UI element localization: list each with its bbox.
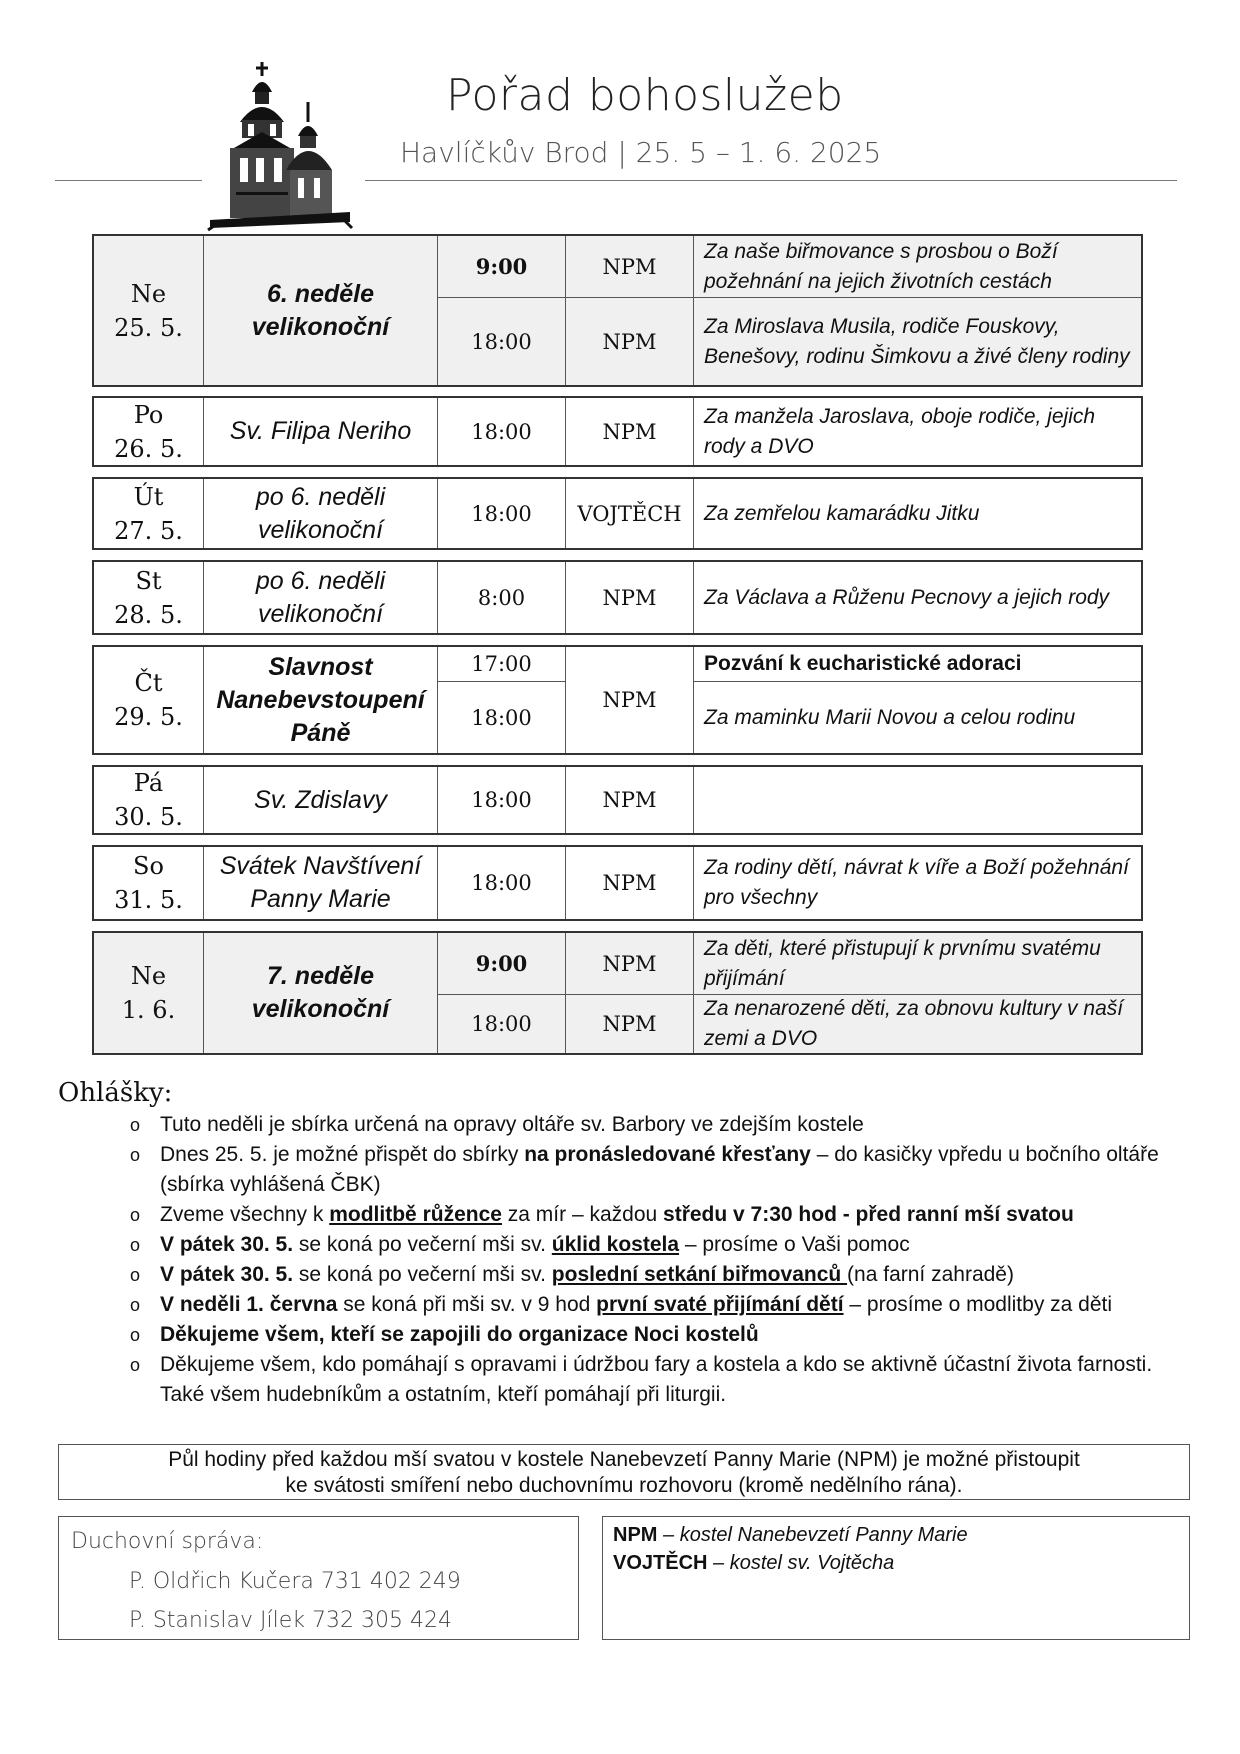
announcement-text: – do kasičky vpředu u bočního oltáře (sbírka vyhlášená ČBK) [160,1143,1159,1196]
legend-desc: – kostel sv. Vojtěcha [707,1552,895,1574]
service-place: NPM [566,933,694,994]
bullet-icon: o [130,1115,141,1135]
service-place: NPM [566,647,694,753]
announcement-text: – prosíme o Vaši pomoc [679,1233,910,1256]
announcement-emphasis: středu v 7:30 hod - před ranní mší svatou [663,1203,1074,1226]
header-line-left [55,180,202,181]
day-name: Út [133,482,164,511]
service-time: 18:00 [438,398,566,465]
clergy-heading: Duchovní správa: [71,1529,264,1554]
schedule-day-3 [92,477,1143,550]
announcement-item [130,1320,1190,1350]
day-date: 1. 6. [121,996,176,1024]
announcement-item [130,1260,1190,1290]
legend-box [602,1516,1190,1640]
header-line-right [365,180,1177,181]
service-intention: Za manžela Jaroslava, oboje rodiče, jejich rody a DVO [704,404,1096,458]
day-cell [94,398,204,465]
announcement-emphasis: Děkujeme všem, kteří se zapojili do organizace Noci kostelů [160,1323,759,1346]
announcement-text: se koná při mši sv. v 9 hod [337,1293,597,1316]
day-cell [94,933,204,1053]
service-intention: Za rodiny dětí, návrat k víře a Boží požehnání pro všechny [704,856,1129,909]
service-place: NPM [566,236,694,297]
announcement-text: se koná po večerní mši sv. [293,1233,552,1256]
service-intention: Za naše biřmovance s prosbou o Boží požehnání na jejich životních cestách [694,236,1141,297]
church-icon [200,62,360,232]
feast-name: Svátek Navštívení Panny Marie [204,847,438,919]
announcement-text: Dnes 25. 5. je možné přispět do sbírky [160,1143,525,1166]
bullet-icon: o [130,1265,141,1285]
announcement-text: (na farní zahradě) [847,1263,1014,1286]
confession-line-2: ke svátosti smíření nebo duchovnímu rozhovoru (kromě nedělního rána). [285,1474,963,1497]
service-time: 8:00 [438,562,566,633]
announcement-emphasis: V pátek 30. 5. [160,1263,294,1286]
legend-abbr: VOJTĚCH [613,1552,708,1574]
day-date: 28. 5. [114,600,183,629]
day-cell [94,767,204,833]
service-intention: Za Miroslava Musila, rodiče Fouskovy, Benešovy, rodinu Šimkovu a živé členy rodiny [694,298,1141,385]
day-cell [94,236,204,385]
legend-npm [613,1521,1179,1549]
announcement-item [130,1110,1190,1140]
bullet-icon: o [130,1295,141,1315]
announcement-emphasis: první svaté přijímání dětí [596,1293,844,1316]
service-place: NPM [566,767,694,833]
schedule-day-5 [92,645,1143,755]
bullet-icon: o [130,1355,141,1375]
announcement-emphasis: V neděli 1. června [160,1293,338,1316]
service-time: 9:00 [438,933,566,994]
service-time: 17:00 [438,647,566,681]
announcement-emphasis: úklid kostela [551,1233,680,1256]
announcement-emphasis: na pronásledované křesťany [524,1143,811,1166]
schedule-day-4 [92,560,1143,635]
service-time: 18:00 [438,682,566,753]
service-intention: Pozvání k eucharistické adoraci [704,652,1022,675]
service-place: NPM [566,298,694,385]
day-name: Ne [130,962,167,990]
service-intention: Za zemřelou kamarádku Jitku [704,501,980,525]
day-name: So [133,852,164,880]
confession-note [58,1444,1190,1500]
day-date: 31. 5. [114,886,183,914]
priest-contact-1: P. Oldřich Kučera 731 402 249 [129,1569,461,1594]
announcement-text: Děkujeme všem, kdo pomáhají s opravami i údržbou fary a kostela a kdo se aktivně účastní života farnosti. Také všem hudebníkům a ostatním, kteří pomáhají při liturgii. [160,1353,1153,1406]
announcement-text: Zveme všechny k [160,1203,330,1226]
day-date: 30. 5. [114,803,183,831]
day-cell [94,847,204,919]
announcement-emphasis: poslední setkání biřmovanců [551,1263,848,1286]
announcement-item [130,1350,1190,1410]
bullet-icon: o [130,1325,141,1345]
service-intention: Za děti, které přistupují k prvnímu svatému přijímání [694,933,1141,994]
schedule-day-6 [92,765,1143,835]
priest-contact-2: P. Stanislav Jílek 732 305 424 [129,1608,452,1633]
day-name: Ne [130,279,167,308]
announcement-text: se koná po večerní mši sv. [293,1263,552,1286]
announcement-emphasis: V pátek 30. 5. [160,1233,294,1256]
service-intention: Za maminku Marii Novou a celou rodinu [704,705,1076,729]
announcement-item [130,1290,1190,1320]
schedule-day-8 [92,931,1143,1055]
bullet-icon: o [130,1145,141,1165]
feast-name: Sv. Zdislavy [204,767,438,833]
service-time: 18:00 [438,995,566,1053]
feast-name: po 6. neděli velikonoční [204,562,438,633]
schedule-day-7 [92,845,1143,921]
day-name: Pá [133,769,164,797]
day-cell [94,479,204,548]
schedule-day-1 [92,234,1143,387]
service-place: NPM [566,847,694,919]
announcements-list [130,1110,1190,1410]
bullet-icon: o [130,1235,141,1255]
day-date: 29. 5. [114,703,183,731]
day-cell [94,647,204,753]
day-name: St [135,566,162,595]
day-cell [94,562,204,633]
service-place: NPM [566,562,694,633]
announcement-item [130,1200,1190,1230]
service-time: 18:00 [438,767,566,833]
announcement-text: Tuto neděli je sbírka určená na opravy oltáře sv. Barbory ve zdejším kostele [160,1113,864,1136]
day-date: 25. 5. [114,313,183,342]
feast-name: po 6. neděli velikonoční [204,479,438,548]
legend-abbr: NPM [613,1524,658,1546]
confession-line-1: Půl hodiny před každou mší svatou v kostele Nanebevzetí Panny Marie (NPM) je možné přistoupit [168,1448,1080,1471]
bullet-icon: o [130,1205,141,1225]
feast-name: 6. neděle velikonoční [204,236,438,385]
feast-name: 7. neděle velikonoční [204,933,438,1053]
day-date: 26. 5. [114,434,183,463]
announcement-item [130,1140,1190,1200]
legend-vojtech [613,1549,1179,1577]
feast-name: Slavnost Nanebevstoupení Páně [204,647,438,753]
service-intention: Za Václava a Růženu Pecnovy a jejich rody [704,585,1110,609]
service-intention: Za nenarozené děti, za obnovu kultury v naší zemi a DVO [694,995,1141,1053]
service-time: 18:00 [438,847,566,919]
day-date: 27. 5. [114,516,183,545]
service-place: VOJTĚCH [566,479,694,548]
announcement-text: – prosíme o modlitby za děti [843,1293,1113,1316]
service-place: NPM [566,995,694,1053]
announcement-text: za mír – každou [501,1203,664,1226]
page-subtitle: Havlíčkův Brod | 25. 5 – 1. 6. 2025 [400,136,882,169]
legend-desc: – kostel Nanebevzetí Panny Marie [657,1524,968,1546]
day-name: Čt [134,669,163,697]
service-time: 18:00 [438,479,566,548]
schedule-day-2 [92,396,1143,467]
feast-name: Sv. Filipa Neriho [204,398,438,465]
page-title: Pořad bohoslužeb [446,70,844,121]
service-intention [694,767,1141,833]
service-time: 18:00 [438,298,566,385]
day-name: Po [133,400,164,429]
service-time: 9:00 [438,236,566,297]
announcements-heading: Ohlášky: [58,1078,173,1108]
announcement-emphasis: modlitbě růžence [329,1203,502,1226]
announcement-item [130,1230,1190,1260]
service-place: NPM [566,398,694,465]
clergy-box [58,1516,579,1640]
